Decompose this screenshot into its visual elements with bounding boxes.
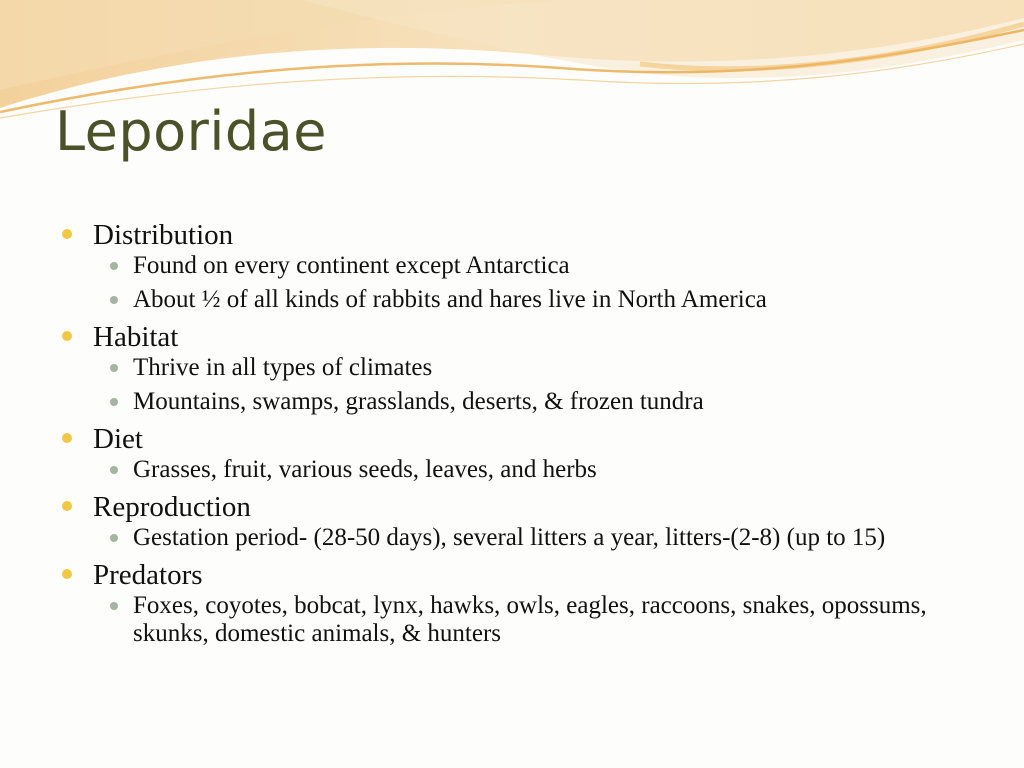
secondary-bullet-icon xyxy=(110,262,118,270)
sub-bullet-list xyxy=(62,252,982,314)
section-habitat xyxy=(62,320,982,416)
secondary-bullet-icon xyxy=(110,466,118,474)
section-reproduction xyxy=(62,490,982,552)
bullet-heading: Predators xyxy=(62,558,982,592)
bullet-heading: Reproduction xyxy=(62,490,982,524)
sub-bullet: Gestation period- (28-50 days), several litters a year, litters-(2-8) (up to 15) xyxy=(62,524,982,552)
sub-bullet: Grasses, fruit, various seeds, leaves, and herbs xyxy=(62,456,982,484)
primary-bullet-icon xyxy=(62,331,72,341)
section-diet xyxy=(62,422,982,484)
primary-bullet-icon xyxy=(62,569,72,579)
bullet-heading: Habitat xyxy=(62,320,982,354)
secondary-bullet-icon xyxy=(110,398,118,406)
sub-bullet-list xyxy=(62,524,982,552)
sub-bullet: Foxes, coyotes, bobcat, lynx, hawks, owls, eagles, raccoons, snakes, opossums, skunks, domestic animals, & hunters xyxy=(62,592,982,648)
secondary-bullet-icon xyxy=(110,364,118,372)
sub-bullet: Thrive in all types of climates xyxy=(62,354,982,382)
bullet-heading: Diet xyxy=(62,422,982,456)
section-predators xyxy=(62,558,982,648)
sub-bullet: Mountains, swamps, grasslands, deserts, & frozen tundra xyxy=(62,388,982,416)
primary-bullet-icon xyxy=(62,229,72,239)
section-distribution xyxy=(62,218,982,314)
sub-bullet-list xyxy=(62,592,982,648)
sub-bullet: Found on every continent except Antarctica xyxy=(62,252,982,280)
bullet-heading: Distribution xyxy=(62,218,982,252)
sub-bullet-list xyxy=(62,354,982,416)
primary-bullet-icon xyxy=(62,501,72,511)
secondary-bullet-icon xyxy=(110,296,118,304)
secondary-bullet-icon xyxy=(110,534,118,542)
bullet-content xyxy=(62,218,982,654)
sub-bullet: About ½ of all kinds of rabbits and hares live in North America xyxy=(62,286,982,314)
sub-bullet-list xyxy=(62,456,982,484)
primary-bullet-icon xyxy=(62,433,72,443)
secondary-bullet-icon xyxy=(110,602,118,610)
slide-title: Leporidae xyxy=(55,100,327,163)
